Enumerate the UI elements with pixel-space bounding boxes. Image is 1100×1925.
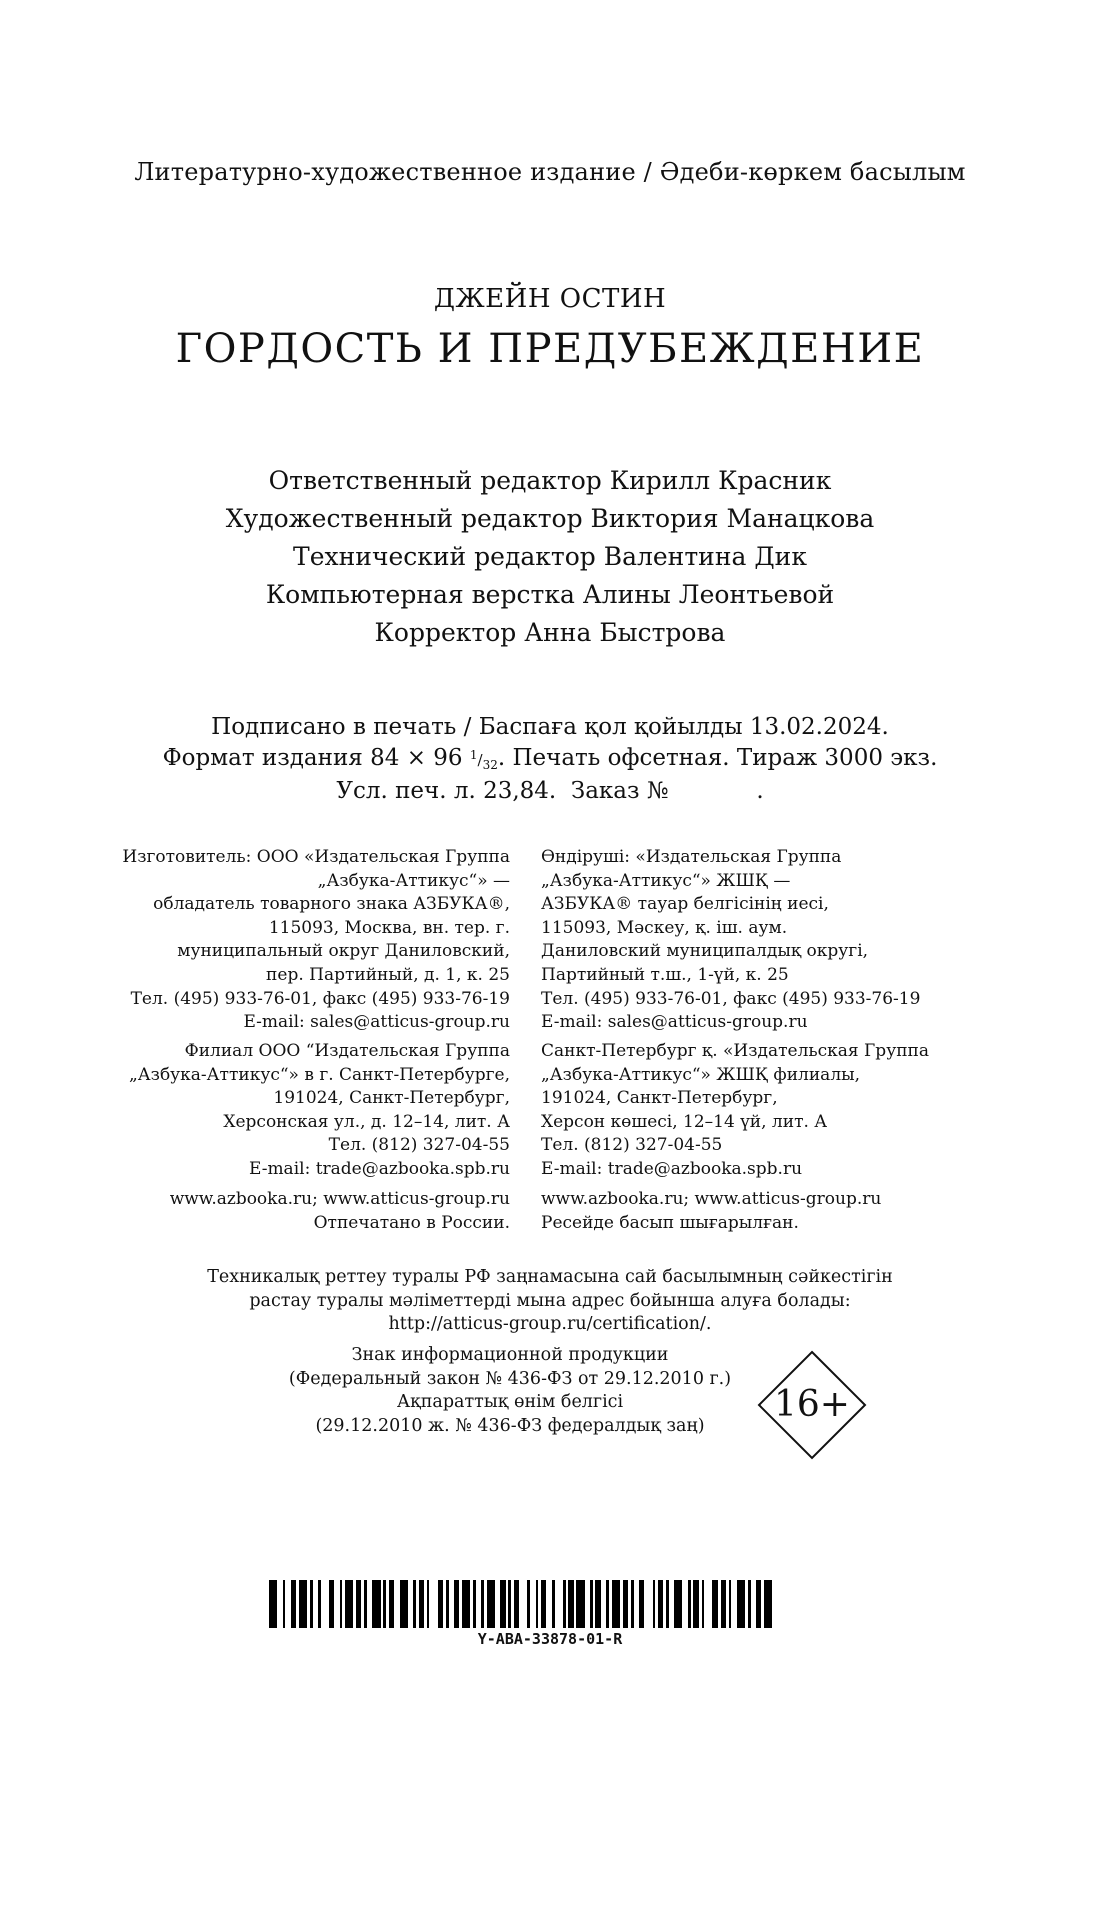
barcode-bar — [438, 1580, 443, 1628]
kz-maker-line: 115093, Мәскеу, қ. іш. аум. — [541, 917, 788, 938]
barcode-bar — [329, 1580, 334, 1628]
kz-branch-line: Херсон көшесі, 12–14 үй, лит. А — [541, 1111, 828, 1132]
barcode-bar — [310, 1580, 313, 1628]
barcode-bar — [372, 1580, 380, 1628]
barcode-bar — [514, 1580, 519, 1628]
barcode-bar — [568, 1580, 573, 1628]
barcode-bar — [269, 1580, 277, 1628]
barcode-bar — [462, 1580, 470, 1628]
kz-footer-line: www.azbooka.ru; www.atticus-group.ru — [541, 1189, 882, 1209]
signed-date: Подписано в печать / Баспаға қол қойылды 13.02.2024. — [211, 714, 889, 740]
barcode-bar — [299, 1580, 307, 1628]
kz-maker-line: Партийный т.ш., 1-үй, к. 25 — [541, 964, 789, 985]
barcode-bar — [658, 1580, 663, 1628]
barcode-bar — [756, 1580, 761, 1628]
ru-branch-line: Филиал ООО “Издательская Группа — [184, 1041, 510, 1061]
certification-note — [0, 1266, 1100, 1337]
barcode-bar — [541, 1580, 546, 1628]
format-line — [0, 743, 1100, 776]
kz-branch-line: „Азбука-Аттикус“» ЖШҚ филиалы, — [541, 1064, 861, 1085]
barcode-bar — [356, 1580, 361, 1628]
kz-footer-line: Ресейде басып шығарылған. — [541, 1212, 799, 1233]
barcode-bar — [612, 1580, 620, 1628]
ru-maker-line: Изготовитель: ООО «Издательская Группа — [122, 847, 510, 867]
book-title: ГОРДОСТЬ И ПРЕДУБЕЖДЕНИЕ — [175, 326, 925, 372]
barcode-bar — [500, 1580, 505, 1628]
ru-maker-line: муниципальный округ Даниловский, — [177, 941, 510, 962]
kz-maker-line: АЗБУКА® тауар белгісінің иесі, — [541, 894, 829, 915]
barcode-bar — [389, 1580, 394, 1628]
kz-branch-line: Тел. (812) 327-04-55 — [541, 1135, 723, 1156]
kz-maker-line: E-mail: sales@atticus-group.ru — [541, 1012, 808, 1033]
age-rating-badge — [757, 1350, 867, 1460]
ru-maker-block — [100, 846, 510, 1035]
info-sign-text — [250, 1344, 770, 1438]
barcode-bar — [473, 1580, 476, 1628]
barcode-bar — [383, 1580, 386, 1628]
credit-line: Ответственный редактор Кирилл Красник — [268, 466, 832, 495]
barcode-bar — [729, 1580, 732, 1628]
info-sign-line: (29.12.2010 ж. № 436-ФЗ федералдық заң) — [315, 1415, 705, 1436]
barcode-bar — [291, 1580, 296, 1628]
barcode-bar — [552, 1580, 555, 1628]
ru-footer-line: Отпечатано в России. — [313, 1212, 510, 1233]
kz-branch-line: 191024, Санкт-Петербург, — [541, 1088, 778, 1109]
format-prefix: Формат издания 84 × 96 — [162, 745, 470, 771]
barcode-bar — [536, 1580, 539, 1628]
kz-footer-block — [541, 1188, 981, 1235]
barcode-bar — [606, 1580, 609, 1628]
barcode-bar — [590, 1580, 593, 1628]
barcode-bar — [283, 1580, 286, 1628]
ru-footer-block — [100, 1188, 510, 1235]
barcode-bar — [674, 1580, 682, 1628]
barcode-bar — [595, 1580, 600, 1628]
barcode-bar — [318, 1580, 321, 1628]
barcode-bar — [340, 1580, 343, 1628]
barcode-bar — [576, 1580, 584, 1628]
ru-maker-line: Тел. (495) 933-76-01, факс (495) 933-76-19 — [130, 988, 510, 1009]
info-sign-line: Ақпараттық өнім белгісі — [396, 1392, 624, 1412]
barcode-bar — [446, 1580, 449, 1628]
barcode-bar — [419, 1580, 424, 1628]
barcode-bar — [563, 1580, 566, 1628]
barcode-bar — [487, 1580, 495, 1628]
ru-maker-line: E-mail: sales@atticus-group.ru — [243, 1012, 510, 1033]
certification-line: Техникалық реттеу туралы РФ заңнамасына сай басылымның сәйкестігін — [207, 1267, 893, 1287]
kz-branch-line: Санкт-Петербург қ. «Издательская Группа — [541, 1041, 929, 1061]
format-numerator: 1 — [469, 748, 478, 762]
ru-branch-block — [100, 1040, 510, 1182]
ru-maker-line: 115093, Москва, вн. тер. г. — [268, 917, 510, 938]
kz-maker-line: Тел. (495) 933-76-01, факс (495) 933-76-19 — [541, 988, 921, 1009]
barcode-bar — [427, 1580, 430, 1628]
sheets-line: Усл. печ. л. 23,84. Заказ № . — [336, 778, 764, 804]
barcode-bar — [721, 1580, 726, 1628]
barcode-bar — [527, 1580, 530, 1628]
barcode-bar — [737, 1580, 745, 1628]
book-author: ДЖЕЙН ОСТИН — [433, 284, 667, 314]
age-rating-label: 16+ — [774, 1384, 850, 1425]
certification-url: http://atticus-group.ru/certification/. — [388, 1314, 712, 1334]
barcode-bar — [693, 1580, 698, 1628]
ru-maker-line: „Азбука-Аттикус“» — — [317, 870, 510, 891]
format-fraction: $^1/_{32}$ — [469, 748, 498, 772]
certification-line: растау туралы мәліметтерді мына адрес бойынша алуға болады: — [249, 1290, 851, 1311]
barcode-bar — [653, 1580, 656, 1628]
kz-maker-line: Даниловский муниципалдық округі, — [541, 941, 869, 962]
kz-branch-line: E-mail: trade@azbooka.spb.ru — [541, 1158, 803, 1179]
ru-branch-line: E-mail: trade@azbooka.spb.ru — [248, 1158, 510, 1179]
genre-line: Литературно-художественное издание / Әдеби-көркем басылым — [134, 158, 966, 186]
barcode-bar — [702, 1580, 705, 1628]
format-suffix: . Печать офсетная. Тираж 3000 экз. — [497, 745, 938, 771]
barcode-bar — [712, 1580, 717, 1628]
barcode-bar — [454, 1580, 459, 1628]
ru-footer-line: www.azbooka.ru; www.atticus-group.ru — [169, 1189, 510, 1209]
info-sign-line: (Федеральный закон № 436-ФЗ от 29.12.2010 г.) — [288, 1368, 732, 1389]
ru-maker-line: обладатель товарного знака АЗБУКА®, — [153, 894, 510, 915]
barcode-bar — [639, 1580, 644, 1628]
ru-branch-line: Тел. (812) 327-04-55 — [328, 1135, 510, 1156]
print-info — [0, 712, 1100, 807]
credit-line: Художественный редактор Виктория Манацкова — [225, 504, 875, 533]
barcode-bar — [508, 1580, 511, 1628]
ru-branch-line: „Азбука-Аттикус“» в г. Санкт-Петербурге, — [128, 1064, 510, 1085]
credit-line: Компьютерная верстка Алины Леонтьевой — [265, 580, 835, 609]
credit-line: Корректор Анна Быстрова — [374, 618, 726, 647]
info-sign-line: Знак информационной продукции — [351, 1345, 669, 1365]
kz-maker-line: Өндіруші: «Издательская Группа — [541, 847, 842, 867]
barcode-bar — [623, 1580, 628, 1628]
ru-maker-line: пер. Партийный, д. 1, к. 25 — [266, 964, 510, 985]
credits-list — [0, 462, 1100, 652]
kz-maker-line: „Азбука-Аттикус“» ЖШҚ — — [541, 870, 791, 891]
ru-branch-line: 191024, Санкт-Петербург, — [273, 1088, 510, 1109]
barcode-bar — [481, 1580, 484, 1628]
barcode-bar — [688, 1580, 691, 1628]
barcode-bar — [345, 1580, 353, 1628]
barcode-image — [269, 1580, 775, 1628]
barcode-bar — [364, 1580, 367, 1628]
credit-line: Технический редактор Валентина Дик — [293, 542, 807, 571]
barcode-bar — [413, 1580, 416, 1628]
barcode-bar — [666, 1580, 669, 1628]
kz-maker-block — [541, 846, 981, 1035]
barcode-bar — [400, 1580, 408, 1628]
kz-branch-block — [541, 1040, 981, 1182]
format-denominator: 32 — [482, 758, 498, 772]
barcode-bar — [748, 1580, 751, 1628]
barcode-bar — [631, 1580, 634, 1628]
barcode-label: Y-ABA-33878-01-R — [477, 1630, 623, 1648]
ru-branch-line: Херсонская ул., д. 12–14, лит. А — [223, 1111, 510, 1132]
barcode-bar — [764, 1580, 772, 1628]
